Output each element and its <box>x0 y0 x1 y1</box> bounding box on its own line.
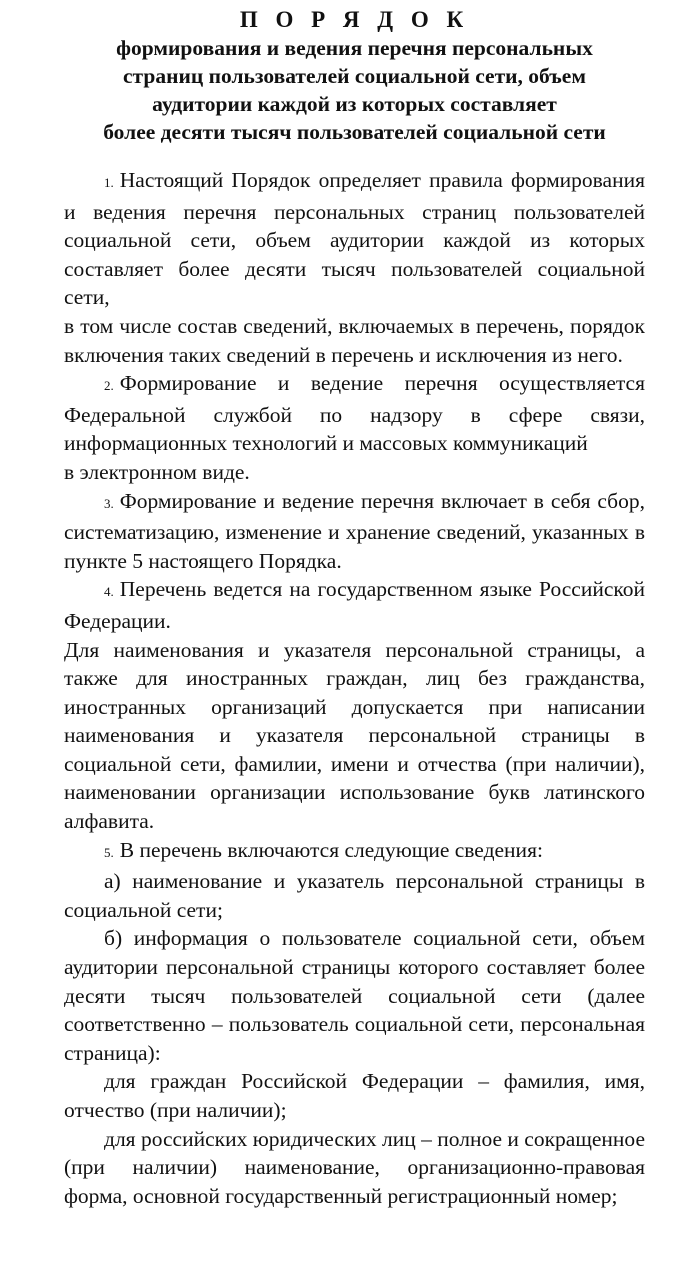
paragraph-1 <box>64 166 645 312</box>
paragraph-2-continued: в электронном виде. <box>64 459 250 484</box>
paragraph-4-continued: Для наименования и указателя персональной страницы, а также для иностранных граждан, лиц без гражданства, иностранных организаций допускается при написании наименования и указателя персональной страницы в социальной сети, фамилии, имени и отчества (при наличии), наименовании организации использование букв латинского алфавита. <box>64 637 645 834</box>
paragraph-number: 4. <box>104 584 114 600</box>
paragraph-4 <box>64 575 645 635</box>
paragraph-5 <box>64 836 645 868</box>
paragraph-text: Перечень ведется на государственном языке Российской Федерации. <box>64 577 645 633</box>
paragraph-number: 1. <box>104 175 114 190</box>
subitem-citizens: для граждан Российской Федерации – фамилия, имя, отчество (при наличии); <box>64 1069 645 1122</box>
paragraph-2 <box>64 369 645 458</box>
subtitle-line: более десяти тысяч пользователей социальной сети <box>103 120 606 144</box>
subtitle-line: страниц пользователей социальной сети, объем <box>123 64 586 88</box>
paragraph-text: Формирование и ведение перечня включает в себя сбор, систематизацию, изменение и хранение сведений, указанных в пункте 5 настоящего Порядка. <box>64 488 645 573</box>
paragraph-number: 2. <box>104 378 114 394</box>
paragraph-3 <box>64 487 645 576</box>
paragraph-text: Формирование и ведение перечня осуществляется Федеральной службой по надзору в сфере связи, информационных технологий и массовых коммуникаций <box>64 371 645 456</box>
subtitle-line: аудитории каждой из которых составляет <box>152 92 557 116</box>
doc-subtitle <box>64 34 645 146</box>
subitem-a: а) наименование и указатель персональной страницы в социальной сети; <box>64 869 645 922</box>
paragraph-text: Настоящий Порядок определяет правила формирования и ведения перечня персональных страниц пользователей социальной сети, объем аудитории каждой из которых составляет более десяти тысяч пользователей социальной сети, <box>64 168 645 310</box>
doc-title: П О Р Я Д О К <box>239 7 470 32</box>
paragraph-text: В перечень включаются следующие сведения: <box>119 837 543 862</box>
paragraph-1-continued: в том числе состав сведений, включаемых в перечень, порядок включения таких сведений в перечень и исключения из него. <box>64 313 645 367</box>
paragraph-number: 3. <box>104 495 114 511</box>
subitem-legal-entities: для российских юридических лиц – полное и сокращенное (при наличии) наименование, организационно-правовая форма, основной государственный регистрационный номер; <box>64 1126 645 1208</box>
paragraph-number: 5. <box>104 844 114 860</box>
subtitle-line: формирования и ведения перечня персональных <box>116 36 593 60</box>
subitem-b: б) информация о пользователе социальной сети, объем аудитории персональной страницы которого составляет более десяти тысяч пользователей социальной сети (далее соответственно – пользователь социальной сети, персональная страница): <box>64 926 645 1065</box>
